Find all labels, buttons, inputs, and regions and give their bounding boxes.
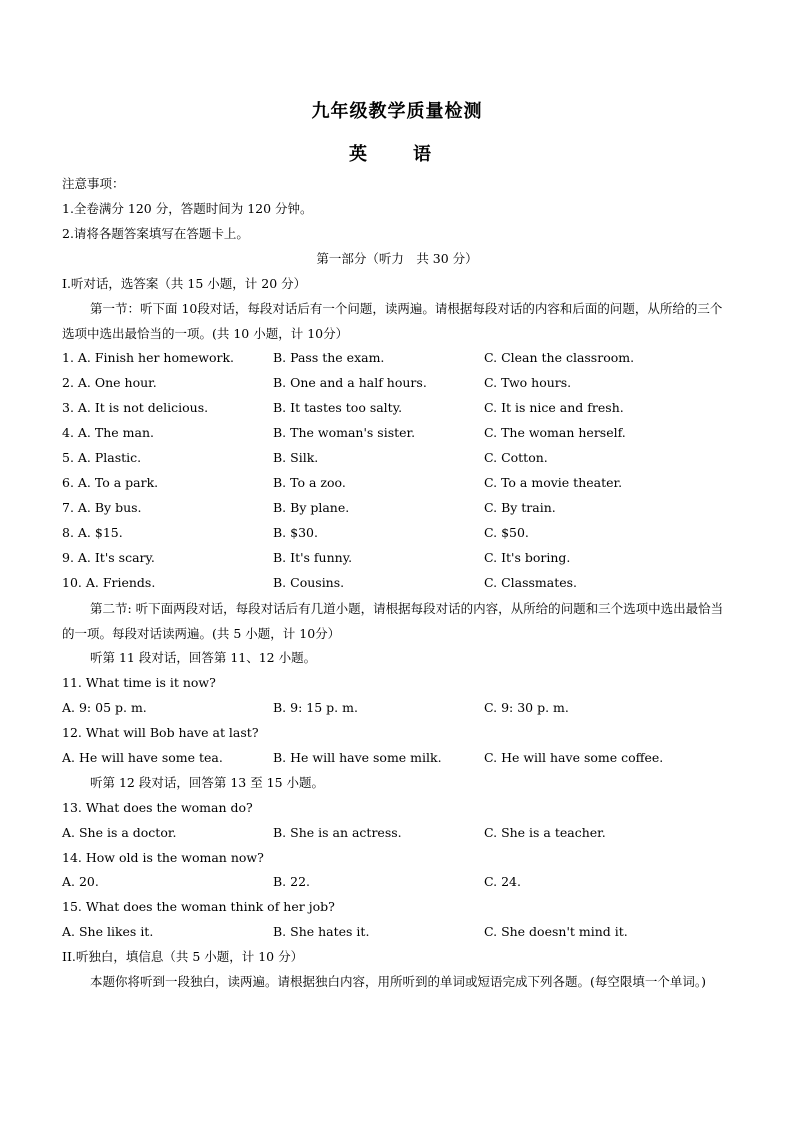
- option-a: 1. A. Finish her homework.: [62, 350, 235, 365]
- option-c: C. 24.: [484, 874, 521, 889]
- question-row: [62, 824, 742, 842]
- question-stem: 14. How old is the woman now?: [62, 850, 264, 865]
- section-instructions: 第二节: 听下面两段对话，每段对话后有几道小题，请根据每段对话的内容，从所给的问题和三个选项中选出最恰当的一项。每段对话读两遍。(共 5 小题，计 10分）: [62, 601, 724, 641]
- option-c: C. She doesn't mind it.: [484, 924, 628, 939]
- option-a: 3. A. It is not delicious.: [62, 400, 209, 415]
- option-b: B. Silk.: [273, 450, 319, 465]
- option-c: C. $50.: [484, 525, 529, 540]
- option-b: B. By plane.: [273, 500, 350, 515]
- option-b: B. It's funny.: [273, 550, 353, 565]
- notice-item: 1.全卷满分 120 分，答题时间为 120 分钟。: [62, 201, 313, 216]
- option-a: 9. A. It's scary.: [62, 550, 155, 565]
- option-a: A. 9: 05 p. m.: [62, 700, 147, 715]
- option-b: B. 22.: [273, 874, 311, 889]
- question-row: [62, 549, 742, 567]
- option-b: B. 9: 15 p. m.: [273, 700, 358, 715]
- section-title: II.听独白，填信息（共 5 小题，计 10 分）: [62, 949, 304, 964]
- option-c: C. Cotton.: [484, 450, 548, 465]
- question-row: [62, 524, 742, 542]
- option-a: A. She is a doctor.: [62, 825, 177, 840]
- question-row: [62, 923, 742, 941]
- question-row: [62, 374, 742, 392]
- option-b: B. He will have some milk.: [273, 750, 442, 765]
- question-row: [62, 424, 742, 442]
- question-row: [62, 474, 742, 492]
- option-a: A. 20.: [62, 874, 99, 889]
- question-row: [62, 399, 742, 417]
- question-row: [62, 449, 742, 467]
- option-c: C. The woman herself.: [484, 425, 626, 440]
- question-row: [62, 349, 742, 367]
- notice-item: 2.请将各题答案填写在答题卡上。: [62, 226, 249, 241]
- exam-title: 九年级教学质量检测: [311, 101, 483, 122]
- dialog-prompt: 听第 11 段对话，回答第 11、12 小题。: [90, 650, 317, 665]
- option-c: C. It is nice and fresh.: [484, 400, 624, 415]
- option-c: C. 9: 30 p. m.: [484, 700, 569, 715]
- option-b: B. Pass the exam.: [273, 350, 385, 365]
- question-row: [62, 574, 742, 592]
- option-a: 6. A. To a park.: [62, 475, 159, 490]
- option-c: C. He will have some coffee.: [484, 750, 664, 765]
- option-a: A. He will have some tea.: [62, 750, 223, 765]
- option-b: B. The woman's sister.: [273, 425, 416, 440]
- option-a: 10. A. Friends.: [62, 575, 156, 590]
- question-stem: 13. What does the woman do?: [62, 800, 253, 815]
- option-c: C. Classmates.: [484, 575, 578, 590]
- option-b: B. She is an actress.: [273, 825, 402, 840]
- dialog-prompt: 听第 12 段对话，回答第 13 至 15 小题。: [90, 775, 325, 790]
- question-row: [62, 749, 742, 767]
- option-c: C. Two hours.: [484, 375, 572, 390]
- question-row: [62, 499, 742, 517]
- option-a: A. She likes it.: [62, 924, 154, 939]
- option-c: C. She is a teacher.: [484, 825, 606, 840]
- option-b: B. She hates it.: [273, 924, 370, 939]
- question-row: [62, 699, 742, 717]
- option-b: B. It tastes too salty.: [273, 400, 403, 415]
- section-instructions: 第一节：听下面 10段对话，每段对话后有一个问题，读两遍。请根据每段对话的内容和后面的问题，从所给的三个选项中选出最恰当的一项。(共 10 小题，计 10分）: [62, 301, 723, 341]
- option-a: 8. A. $15.: [62, 525, 123, 540]
- notice-heading: 注意事项：: [62, 176, 125, 191]
- option-b: B. To a zoo.: [273, 475, 346, 490]
- option-b: B. Cousins.: [273, 575, 345, 590]
- subject-title: 英 语: [349, 144, 445, 165]
- option-a: 7. A. By bus.: [62, 500, 142, 515]
- option-c: C. To a movie theater.: [484, 475, 623, 490]
- option-c: C. It's boring.: [484, 550, 571, 565]
- question-stem: 12. What will Bob have at last?: [62, 725, 259, 740]
- section-instructions: 本题你将听到一段独白，读两遍。请根据独白内容，用所听到的单词或短语完成下列各题。(每空限填一个单词。): [90, 974, 707, 989]
- part-title: 第一部分（听力 共 30 分）: [316, 251, 478, 266]
- question-stem: 15. What does the woman think of her job?: [62, 899, 335, 914]
- question-row: [62, 873, 742, 891]
- option-c: C. Clean the classroom.: [484, 350, 635, 365]
- option-c: C. By train.: [484, 500, 556, 515]
- section-title: I.听对话，选答案（共 15 小题，计 20 分）: [62, 276, 307, 291]
- option-a: 5. A. Plastic.: [62, 450, 142, 465]
- option-a: 2. A. One hour.: [62, 375, 157, 390]
- option-b: B. $30.: [273, 525, 318, 540]
- question-stem: 11. What time is it now?: [62, 675, 216, 690]
- option-b: B. One and a half hours.: [273, 375, 427, 390]
- option-a: 4. A. The man.: [62, 425, 154, 440]
